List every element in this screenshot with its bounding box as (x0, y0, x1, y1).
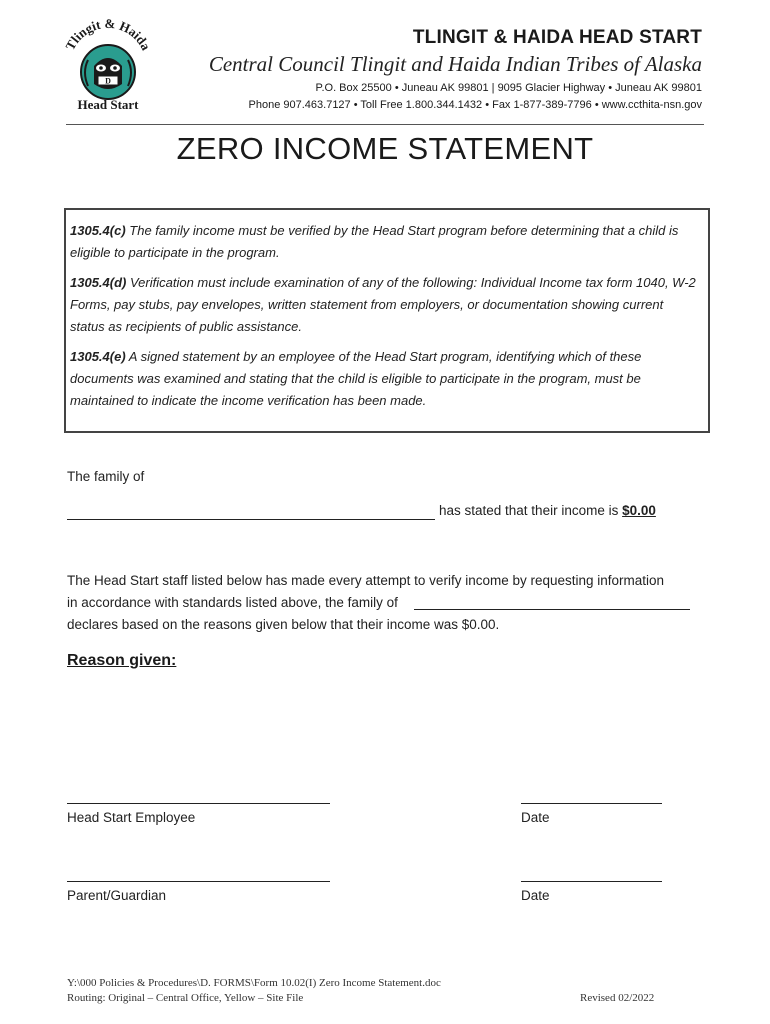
parent-label: Parent/Guardian (67, 888, 167, 903)
regulations-box (64, 208, 710, 433)
footer-file-path: Y:\000 Policies & Procedures\D. FORMS\Form 10.02(I) Zero Income Statement.doc (67, 977, 441, 989)
parent-signature-line[interactable] (67, 881, 330, 882)
footer-revised: Revised 02/2022 (580, 992, 655, 1004)
employee-date-label: Date (521, 810, 550, 825)
regulation-c (70, 220, 698, 264)
svg-text:D: D (105, 76, 111, 86)
logo-caption: Head Start (77, 97, 139, 112)
employee-signature-line[interactable] (67, 803, 330, 804)
regulation-code: 1305.4(e) (70, 349, 126, 364)
logo-arc-text: Tlingit & Haida (62, 15, 154, 53)
regulation-code: 1305.4(c) (70, 223, 126, 238)
reason-field[interactable] (67, 680, 697, 785)
org-title: TLINGIT & HAIDA HEAD START (412, 27, 702, 48)
family-name-field[interactable] (67, 519, 435, 520)
family-name-field-2[interactable] (414, 609, 690, 610)
staff-statement-line1: The Head Start staff listed below has made every attempt to verify income by requesting information (67, 573, 665, 588)
regulation-text: Verification must include examination of any of the following: Individual Income tax form 1040, W-2 Forms, pay stubs, pay envelopes, written statement from employers, or documentation showing current status as recipients of public assistance. (70, 275, 696, 334)
stated-income-label: has stated that their income is (439, 503, 623, 518)
document-title: ZERO INCOME STATEMENT (176, 131, 594, 166)
org-address: P.O. Box 25500 • Juneau AK 99801 | 9095 Glacier Highway • Juneau AK 99801 (315, 82, 702, 94)
stated-income-text (439, 503, 656, 518)
footer-routing: Routing: Original – Central Office, Yellow – Site File (67, 992, 304, 1004)
regulation-text: The family income must be verified by the Head Start program before determining that a child is eligible to participate in the program. (70, 223, 679, 260)
employee-label: Head Start Employee (67, 810, 196, 825)
regulation-text: A signed statement by an employee of the Head Start program, identifying which of these documents was examined and stating that the child is eligible to participate in the program, must be maintained to indicate the income verification has been made. (70, 349, 642, 408)
reason-heading: Reason given: (67, 652, 177, 669)
employee-date-line[interactable] (521, 803, 662, 804)
regulation-d (70, 272, 698, 338)
staff-statement-line3: declares based on the reasons given below that their income was $0.00. (67, 617, 500, 632)
family-of-label: The family of (67, 469, 145, 484)
org-subtitle: Central Council Tlingit and Haida Indian Tribes of Alaska (208, 52, 702, 76)
regulation-code: 1305.4(d) (70, 275, 127, 290)
income-amount: $0.00 (622, 503, 656, 518)
header-divider (66, 124, 704, 125)
regulation-e (70, 346, 698, 412)
org-contact: Phone 907.463.7127 • Toll Free 1.800.344.1432 • Fax 1-877-389-7796 • www.ccthita-nsn.gov (248, 99, 702, 111)
staff-statement-line2: in accordance with standards listed above, the family of (67, 595, 398, 610)
parent-date-label: Date (521, 888, 550, 903)
parent-date-line[interactable] (521, 881, 662, 882)
